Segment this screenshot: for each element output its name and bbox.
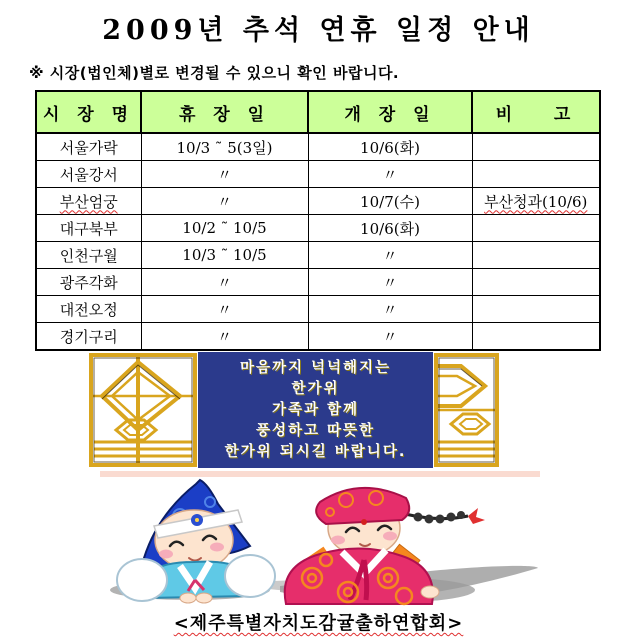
banner-line: 한가위 — [291, 380, 340, 397]
market-name: 서울강서 — [36, 161, 141, 188]
open-date: 10/7(수) — [308, 188, 472, 215]
note — [472, 133, 600, 161]
open-date: 〃 — [308, 296, 472, 323]
closed-dates: 10/2 ˜ 10/5 — [141, 215, 308, 242]
closed-dates: 〃 — [141, 161, 308, 188]
note — [472, 323, 600, 351]
market-name: 인천구월 — [36, 242, 141, 269]
note — [472, 296, 600, 323]
organization-name — [0, 609, 637, 635]
table-row — [36, 323, 600, 351]
market-name: 서울가락 — [36, 133, 141, 161]
col-header-market: 시 장 명 — [36, 91, 141, 133]
table-row — [36, 269, 600, 296]
chuseok-greeting-banner — [88, 352, 500, 468]
table-header-row — [36, 91, 600, 133]
col-header-open: 개 장 일 — [308, 91, 472, 133]
page-title: 2009년 추석 연휴 일정 안내 — [102, 15, 535, 46]
table-row — [36, 161, 600, 188]
closed-dates: 〃 — [141, 296, 308, 323]
closed-dates: 〃 — [141, 188, 308, 215]
banner-line: 마음까지 넉넉해지는 — [239, 359, 392, 376]
closed-dates: 10/3 ˜ 10/5 — [141, 242, 308, 269]
organization-name-text: <제주특별자치도감귤출하연합회> — [173, 613, 464, 634]
market-name: 부산엄궁 — [36, 188, 141, 215]
col-header-closed: 휴 장 일 — [141, 91, 308, 133]
table-row — [36, 133, 600, 161]
notice-text: ※ 시장(법인체)별로 변경될 수 있으니 확인 바랍니다. — [29, 64, 400, 82]
note: 부산청과(10/6) — [472, 188, 600, 215]
note — [472, 242, 600, 269]
market-name: 광주각화 — [36, 269, 141, 296]
open-date: 〃 — [308, 269, 472, 296]
children-in-hanbok-illustration — [100, 474, 540, 614]
korean-lattice-left-icon — [88, 352, 198, 468]
holiday-schedule-table — [35, 90, 601, 351]
korean-lattice-right-icon — [433, 352, 500, 468]
market-name: 대전오정 — [36, 296, 141, 323]
open-date: 10/6(화) — [308, 133, 472, 161]
banner-line: 한가위 되시길 바랍니다. — [224, 443, 407, 460]
note — [472, 269, 600, 296]
note — [472, 161, 600, 188]
market-name: 대구북부 — [36, 215, 141, 242]
closed-dates: 10/3 ˜ 5(3일) — [141, 133, 308, 161]
open-date: 〃 — [308, 161, 472, 188]
table-row — [36, 215, 600, 242]
closed-dates: 〃 — [141, 323, 308, 351]
open-date: 〃 — [308, 323, 472, 351]
banner-line: 풍성하고 따뜻한 — [255, 422, 376, 439]
open-date: 10/6(화) — [308, 215, 472, 242]
table-row — [36, 296, 600, 323]
col-header-note: 비 고 — [472, 91, 600, 133]
market-name: 경기구리 — [36, 323, 141, 351]
open-date: 〃 — [308, 242, 472, 269]
banner-line: 가족과 함께 — [271, 401, 360, 418]
closed-dates: 〃 — [141, 269, 308, 296]
banner-text-panel — [198, 352, 433, 468]
boy-in-blue-hanbok — [117, 480, 275, 603]
table-row — [36, 188, 600, 215]
table-row — [36, 242, 600, 269]
note — [472, 215, 600, 242]
